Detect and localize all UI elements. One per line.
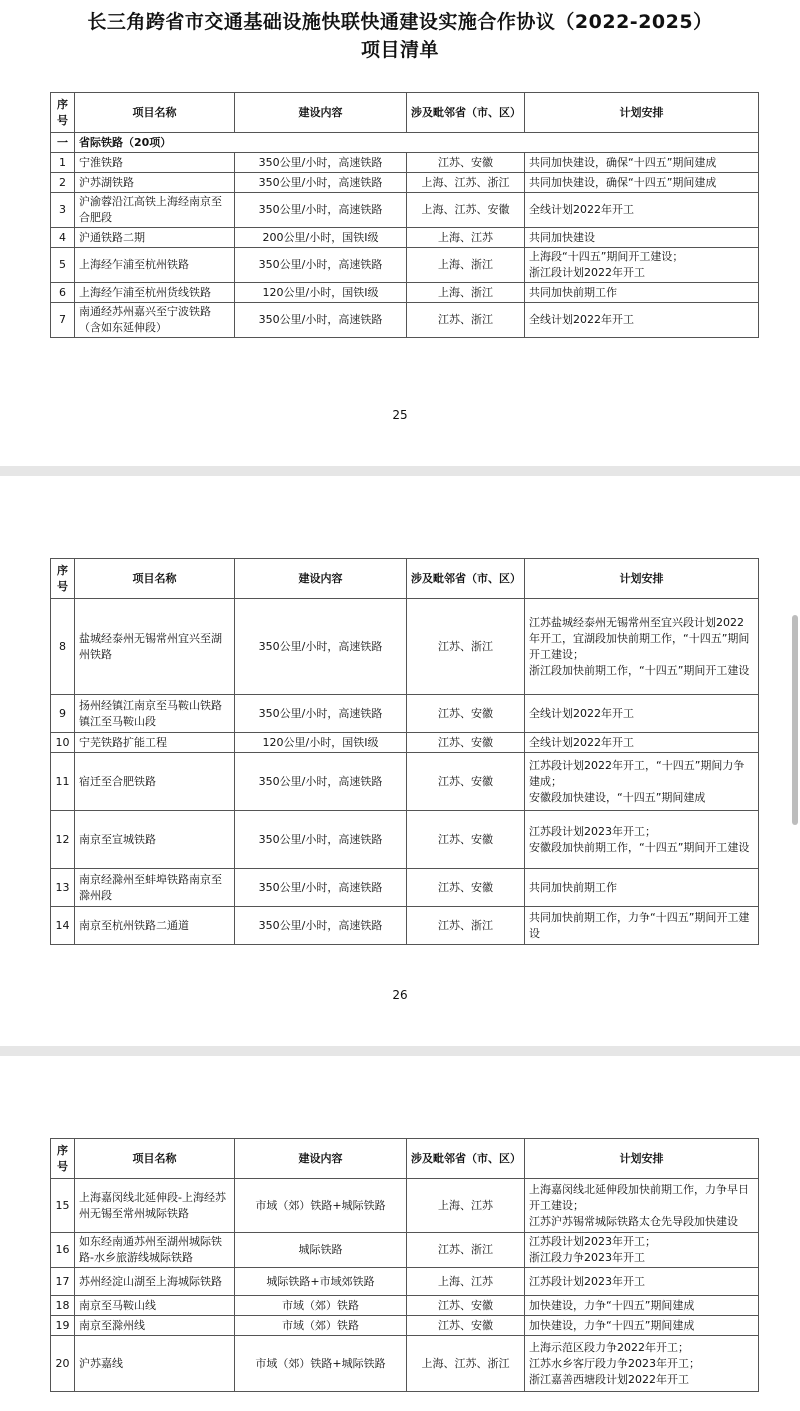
- row-number: 13: [51, 869, 75, 907]
- row-plan: 江苏段计划2023年开工； 浙江段力争2023年开工: [525, 1233, 759, 1268]
- row-plan: 全线计划2022年开工: [525, 303, 759, 338]
- row-provinces: 上海、江苏、安徽: [407, 193, 525, 228]
- row-project-name: 上海经乍浦至杭州铁路: [75, 248, 235, 283]
- row-provinces: 江苏、安徽: [407, 1296, 525, 1316]
- table-row: [51, 153, 759, 173]
- project-table-page-27: [50, 1138, 759, 1392]
- table-row: [51, 1233, 759, 1268]
- row-construction-content: 350公里/小时，高速铁路: [235, 153, 407, 173]
- header-plan: 计划安排: [525, 559, 759, 599]
- row-number: 6: [51, 283, 75, 303]
- row-provinces: 上海、浙江: [407, 248, 525, 283]
- row-project-name: 南京至滁州线: [75, 1316, 235, 1336]
- row-construction-content: 350公里/小时，高速铁路: [235, 599, 407, 695]
- vertical-scrollbar[interactable]: [792, 615, 798, 825]
- row-construction-content: 350公里/小时，高速铁路: [235, 753, 407, 811]
- header-no: 序号: [51, 1139, 75, 1179]
- table-row: [51, 733, 759, 753]
- row-construction-content: 350公里/小时，高速铁路: [235, 695, 407, 733]
- row-project-name: 宁芜铁路扩能工程: [75, 733, 235, 753]
- row-plan: 上海段“十四五”期间开工建设； 浙江段计划2022年开工: [525, 248, 759, 283]
- section-no: 一: [51, 133, 75, 153]
- page-number: 25: [392, 408, 408, 422]
- table-row: [51, 907, 759, 945]
- row-plan: 江苏段计划2023年开工: [525, 1268, 759, 1296]
- row-plan: 共同加快建设: [525, 228, 759, 248]
- row-construction-content: 城际铁路: [235, 1233, 407, 1268]
- title-line-2: 项目清单: [360, 39, 439, 61]
- row-provinces: 江苏、浙江: [407, 303, 525, 338]
- row-provinces: 江苏、安徽: [407, 153, 525, 173]
- table-row: [51, 283, 759, 303]
- row-project-name: 南京经滁州至蚌埠铁路南京至滁州段: [75, 869, 235, 907]
- page-separator: [0, 1046, 800, 1056]
- row-project-name: 上海经乍浦至杭州货线铁路: [75, 283, 235, 303]
- row-plan: 江苏段计划2023年开工； 安徽段加快前期工作，“十四五”期间开工建设: [525, 811, 759, 869]
- row-construction-content: 200公里/小时，国铁I级: [235, 228, 407, 248]
- row-project-name: 如东经南通苏州至湖州城际铁路-水乡旅游线城际铁路: [75, 1233, 235, 1268]
- row-construction-content: 市域（郊）铁路+城际铁路: [235, 1336, 407, 1392]
- row-project-name: 沪渝蓉沿江高铁上海经南京至合肥段: [75, 193, 235, 228]
- header-no: 序号: [51, 559, 75, 599]
- row-plan: 共同加快建设，确保“十四五”期间建成: [525, 173, 759, 193]
- table-row: [51, 303, 759, 338]
- row-provinces: 上海、江苏、浙江: [407, 1336, 525, 1392]
- row-plan: 加快建设，力争“十四五”期间建成: [525, 1316, 759, 1336]
- row-number: 9: [51, 695, 75, 733]
- row-plan: 共同加快建设，确保“十四五”期间建成: [525, 153, 759, 173]
- row-plan: 上海示范区段力争2022年开工； 江苏水乡客厅段力争2023年开工； 浙江嘉善西塘段计划2022年开工: [525, 1336, 759, 1392]
- table-header-row: [51, 559, 759, 599]
- table-row: [51, 1316, 759, 1336]
- header-content: 建设内容: [235, 1139, 407, 1179]
- row-provinces: 江苏、安徽: [407, 1316, 525, 1336]
- row-project-name: 扬州经镇江南京至马鞍山铁路镇江至马鞍山段: [75, 695, 235, 733]
- row-number: 4: [51, 228, 75, 248]
- row-provinces: 江苏、安徽: [407, 753, 525, 811]
- header-plan: 计划安排: [525, 93, 759, 133]
- row-number: 15: [51, 1179, 75, 1233]
- row-number: 16: [51, 1233, 75, 1268]
- table-row: [51, 1296, 759, 1316]
- row-construction-content: 市域（郊）铁路: [235, 1316, 407, 1336]
- section-label: 省际铁路（20项）: [75, 133, 759, 153]
- document-page-25: [0, 0, 800, 466]
- row-plan: 全线计划2022年开工: [525, 193, 759, 228]
- row-project-name: 南通经苏州嘉兴至宁波铁路（含如东延伸段）: [75, 303, 235, 338]
- row-construction-content: 120公里/小时，国铁I级: [235, 283, 407, 303]
- header-plan: 计划安排: [525, 1139, 759, 1179]
- row-provinces: 江苏、浙江: [407, 907, 525, 945]
- header-provinces: 涉及毗邻省（市、区）: [407, 1139, 525, 1179]
- row-plan: 共同加快前期工作，力争“十四五”期间开工建设: [525, 907, 759, 945]
- table-row: [51, 599, 759, 695]
- row-number: 17: [51, 1268, 75, 1296]
- row-construction-content: 120公里/小时，国铁I级: [235, 733, 407, 753]
- row-construction-content: 350公里/小时，高速铁路: [235, 811, 407, 869]
- document-page-27: [0, 1056, 800, 1411]
- row-provinces: 江苏、安徽: [407, 733, 525, 753]
- row-construction-content: 城际铁路+市域郊铁路: [235, 1268, 407, 1296]
- row-provinces: 江苏、安徽: [407, 811, 525, 869]
- row-project-name: 南京至宣城铁路: [75, 811, 235, 869]
- row-number: 12: [51, 811, 75, 869]
- table-row: [51, 248, 759, 283]
- row-plan: 共同加快前期工作: [525, 283, 759, 303]
- row-provinces: 上海、江苏: [407, 1268, 525, 1296]
- section-row: [51, 133, 759, 153]
- row-plan: 江苏段计划2022年开工，“十四五”期间力争建成； 安徽段加快建设，“十四五”期间建成: [525, 753, 759, 811]
- row-construction-content: 市域（郊）铁路: [235, 1296, 407, 1316]
- row-project-name: 沪苏湖铁路: [75, 173, 235, 193]
- row-number: 14: [51, 907, 75, 945]
- row-number: 20: [51, 1336, 75, 1392]
- row-plan: 上海嘉闵线北延伸段加快前期工作，力争早日开工建设； 江苏沪苏锡常城际铁路太仓先导段加快建设: [525, 1179, 759, 1233]
- header-name: 项目名称: [75, 93, 235, 133]
- document-page-26: [0, 476, 800, 1046]
- row-number: 7: [51, 303, 75, 338]
- row-number: 1: [51, 153, 75, 173]
- row-number: 8: [51, 599, 75, 695]
- header-no: 序号: [51, 93, 75, 133]
- row-provinces: 上海、江苏、浙江: [407, 173, 525, 193]
- row-construction-content: 市域（郊）铁路+城际铁路: [235, 1179, 407, 1233]
- table-row: [51, 173, 759, 193]
- row-construction-content: 350公里/小时，高速铁路: [235, 907, 407, 945]
- page-number: 26: [392, 988, 408, 1002]
- row-project-name: 宿迁至合肥铁路: [75, 753, 235, 811]
- row-provinces: 江苏、安徽: [407, 695, 525, 733]
- row-number: 5: [51, 248, 75, 283]
- header-name: 项目名称: [75, 559, 235, 599]
- project-table-page-26: [50, 558, 759, 945]
- table-header-row: [51, 1139, 759, 1179]
- row-provinces: 江苏、浙江: [407, 599, 525, 695]
- row-provinces: 江苏、安徽: [407, 869, 525, 907]
- row-project-name: 沪通铁路二期: [75, 228, 235, 248]
- row-project-name: 南京至杭州铁路二通道: [75, 907, 235, 945]
- table-body: [51, 599, 759, 945]
- header-provinces: 涉及毗邻省（市、区）: [407, 93, 525, 133]
- table-body: [51, 133, 759, 338]
- table-body: [51, 1179, 759, 1392]
- table-row: [51, 1268, 759, 1296]
- header-provinces: 涉及毗邻省（市、区）: [407, 559, 525, 599]
- table-row: [51, 228, 759, 248]
- row-plan: 加快建设，力争“十四五”期间建成: [525, 1296, 759, 1316]
- table-row: [51, 695, 759, 733]
- row-number: 3: [51, 193, 75, 228]
- row-provinces: 上海、浙江: [407, 283, 525, 303]
- row-project-name: 宁淮铁路: [75, 153, 235, 173]
- table-header-row: [51, 93, 759, 133]
- row-plan: 全线计划2022年开工: [525, 695, 759, 733]
- row-number: 2: [51, 173, 75, 193]
- table-row: [51, 1179, 759, 1233]
- row-number: 11: [51, 753, 75, 811]
- row-construction-content: 350公里/小时，高速铁路: [235, 173, 407, 193]
- row-number: 10: [51, 733, 75, 753]
- row-construction-content: 350公里/小时，高速铁路: [235, 869, 407, 907]
- header-content: 建设内容: [235, 93, 407, 133]
- row-project-name: 南京至马鞍山线: [75, 1296, 235, 1316]
- table-row: [51, 869, 759, 907]
- row-plan: 全线计划2022年开工: [525, 733, 759, 753]
- table-row: [51, 811, 759, 869]
- row-project-name: 上海嘉闵线北延伸段-上海经苏州无锡至常州城际铁路: [75, 1179, 235, 1233]
- header-name: 项目名称: [75, 1139, 235, 1179]
- row-construction-content: 350公里/小时，高速铁路: [235, 248, 407, 283]
- project-table-page-25: [50, 92, 759, 338]
- row-provinces: 江苏、浙江: [407, 1233, 525, 1268]
- header-content: 建设内容: [235, 559, 407, 599]
- table-row: [51, 193, 759, 228]
- table-row: [51, 753, 759, 811]
- row-plan: 江苏盐城经泰州无锡常州至宜兴段计划2022年开工，宜湖段加快前期工作，“十四五”期间开工建设； 浙江段加快前期工作，“十四五”期间开工建设: [525, 599, 759, 695]
- row-provinces: 上海、江苏: [407, 228, 525, 248]
- row-number: 19: [51, 1316, 75, 1336]
- title-line-1: 长三角跨省市交通基础设施快联快通建设实施合作协议（2022-2025）: [87, 11, 713, 33]
- row-construction-content: 350公里/小时，高速铁路: [235, 193, 407, 228]
- row-project-name: 苏州经淀山湖至上海城际铁路: [75, 1268, 235, 1296]
- table-row: [51, 1336, 759, 1392]
- row-construction-content: 350公里/小时，高速铁路: [235, 303, 407, 338]
- row-number: 18: [51, 1296, 75, 1316]
- row-plan: 共同加快前期工作: [525, 869, 759, 907]
- row-project-name: 盐城经泰州无锡常州宜兴至湖州铁路: [75, 599, 235, 695]
- document-title: [0, 8, 800, 64]
- page-separator: [0, 466, 800, 476]
- row-provinces: 上海、江苏: [407, 1179, 525, 1233]
- row-project-name: 沪苏嘉线: [75, 1336, 235, 1392]
